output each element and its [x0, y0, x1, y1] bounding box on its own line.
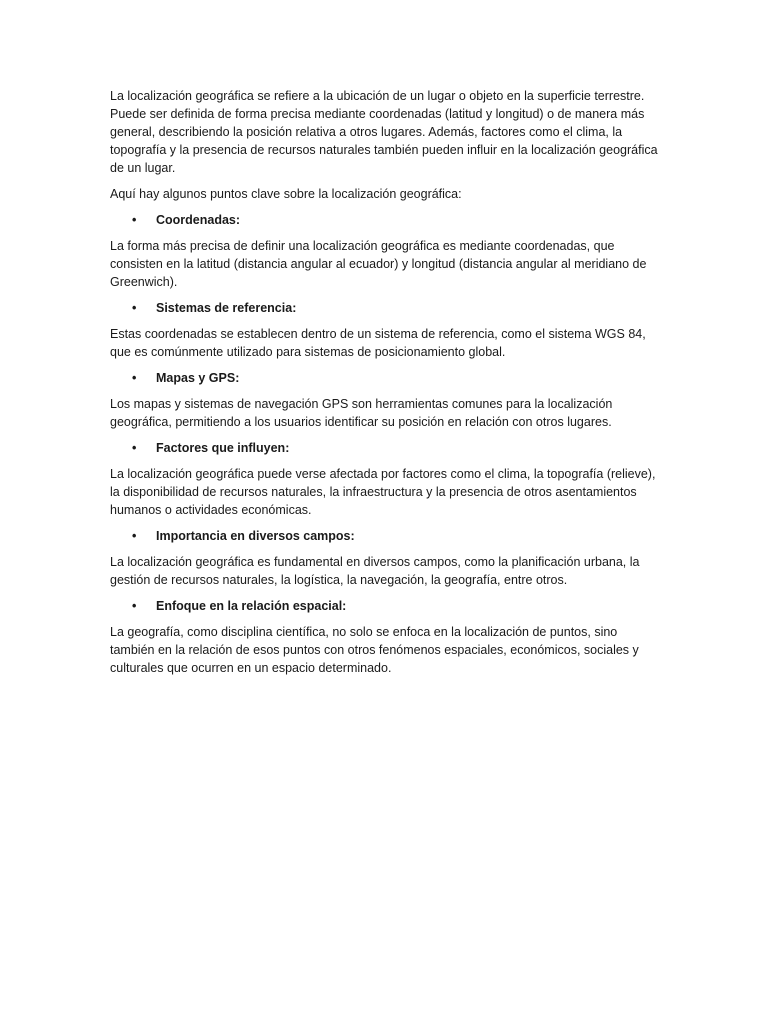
intro-lead-paragraph: Aquí hay algunos puntos clave sobre la localización geográfica: — [110, 187, 462, 201]
bullet-item-coordenadas — [110, 211, 662, 229]
bullet-item-mapas-y-gps — [110, 369, 662, 387]
bullet-icon: • — [132, 529, 137, 543]
section-heading: Mapas y GPS: — [156, 371, 240, 385]
section-paragraph: Los mapas y sistemas de navegación GPS son herramientas comunes para la localización geográfica, permitiendo a los usuarios identificar su posición en relación con otros lugares. — [110, 397, 613, 429]
bullet-item-sistemas-de-referencia — [110, 299, 662, 317]
bullet-icon: • — [132, 213, 137, 227]
section-heading: Coordenadas: — [156, 213, 241, 227]
section-paragraph: La localización geográfica puede verse afectada por factores como el clima, la topografía (relieve), la disponibilidad de recursos naturales, la infraestructura y la presencia de otros asentamientos humanos o actividades económicas. — [110, 467, 656, 517]
bullet-icon: • — [132, 599, 137, 613]
bullet-icon: • — [132, 301, 137, 315]
bullet-item-importancia — [110, 527, 662, 545]
intro-paragraph: La localización geográfica se refiere a la ubicación de un lugar o objeto en la superficie terrestre. Puede ser definida de forma precisa mediante coordenadas (latitud y longitud) o de manera más general, describiendo la posición relativa a otros lugares. Además, factores como el clima, la topografía y la presencia de recursos naturales también pueden influir en la localización geográfica de un lugar. — [110, 89, 658, 175]
section-heading: Enfoque en la relación espacial: — [156, 599, 347, 613]
section-paragraph: La geografía, como disciplina científica, no solo se enfoca en la localización de puntos, sino también en la relación de esos puntos con otros fenómenos espaciales, económicos, sociales y culturales que ocurren en un espacio determinado. — [110, 625, 639, 675]
bullet-icon: • — [132, 371, 137, 385]
section-heading: Sistemas de referencia: — [156, 301, 297, 315]
bullet-item-enfoque — [110, 597, 662, 615]
section-paragraph: Estas coordenadas se establecen dentro de un sistema de referencia, como el sistema WGS 84, que es comúnmente utilizado para sistemas de posicionamiento global. — [110, 327, 646, 359]
bullet-item-factores-que-influyen — [110, 439, 662, 457]
bullet-icon: • — [132, 441, 137, 455]
section-paragraph: La forma más precisa de definir una localización geográfica es mediante coordenadas, que consisten en la latitud (distancia angular al ecuador) y longitud (distancia angular al meridiano de Greenwich). — [110, 239, 647, 289]
section-heading: Factores que influyen: — [156, 441, 290, 455]
document-page — [110, 87, 662, 685]
section-paragraph: La localización geográfica es fundamental en diversos campos, como la planificación urbana, la gestión de recursos naturales, la logística, la navegación, la geografía, entre otros. — [110, 555, 640, 587]
section-heading: Importancia en diversos campos: — [156, 529, 355, 543]
